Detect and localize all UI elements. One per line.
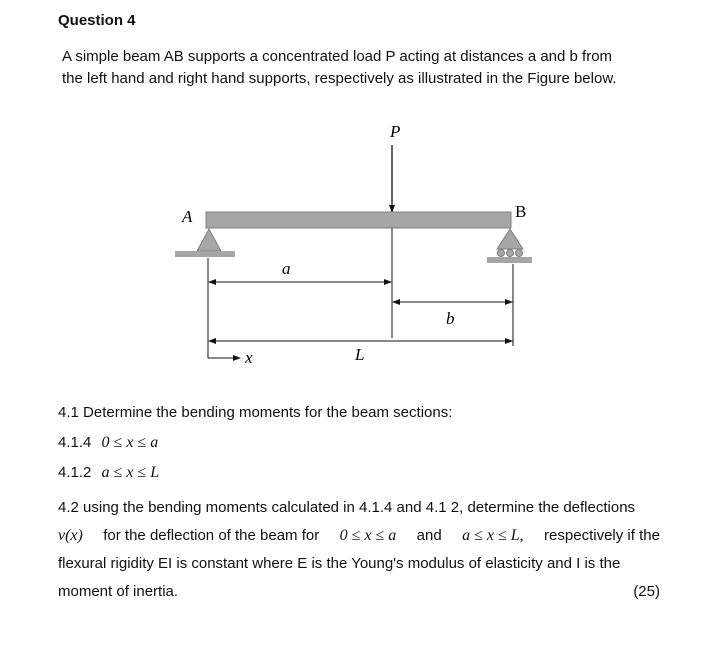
question-intro xyxy=(62,46,617,90)
question-4-1-4 xyxy=(58,434,158,452)
dim-a-label: a xyxy=(282,259,291,278)
pin-support xyxy=(197,229,221,251)
deflection-function: v(x) xyxy=(58,527,83,544)
range-expression: a ≤ x ≤ L, xyxy=(462,527,524,544)
dim-l-label: L xyxy=(355,345,365,364)
q42-text: flexural rigidity EI is constant where E is the Young's modulus of elasticity and I is the xyxy=(58,555,621,572)
question-number: 4.1.2 xyxy=(58,464,92,481)
range-expression: 0 ≤ x ≤ a xyxy=(339,527,397,544)
beam xyxy=(206,212,511,228)
q42-text: respectively if the xyxy=(544,527,660,544)
question-4-1: 4.1 Determine the bending moments for the beam sections: xyxy=(58,404,453,421)
question-number: 4.1.4 xyxy=(58,434,92,451)
intro-line-2: the left hand and right hand supports, respectively as illustrated in the Figure below. xyxy=(62,70,617,87)
intro-line-1: A simple beam AB supports a concentrated load P acting at distances a and b from xyxy=(62,48,613,65)
roller-support xyxy=(497,229,523,249)
q42-line-2 xyxy=(58,522,660,550)
question-4-2 xyxy=(58,494,660,606)
range-expression: a ≤ x ≤ L xyxy=(101,464,160,481)
x-axis-label: x xyxy=(245,348,253,367)
dim-b-label: b xyxy=(446,309,455,328)
support-b-label: B xyxy=(515,202,527,221)
support-a-label: A xyxy=(182,207,193,226)
q42-text: for the deflection of the beam for xyxy=(103,527,320,544)
ground-right xyxy=(487,257,532,263)
question-4-1-2 xyxy=(58,464,159,482)
q42-text: and xyxy=(416,527,442,544)
q42-line-4 xyxy=(58,578,660,606)
marks: (25) xyxy=(633,583,660,600)
load-label: P xyxy=(390,122,401,141)
q42-text: 4.2 using the bending moments calculated in 4.1.4 and 4.1 2, determine the deflections xyxy=(58,499,636,516)
roller-wheel xyxy=(498,250,505,257)
roller-wheel xyxy=(507,250,514,257)
q42-line-3 xyxy=(58,550,660,578)
roller-wheel xyxy=(516,250,523,257)
q42-line-1 xyxy=(58,494,660,522)
ground-left xyxy=(175,251,235,257)
range-expression: 0 ≤ x ≤ a xyxy=(101,434,159,451)
beam-figure xyxy=(0,110,710,380)
q42-text: moment of inertia. xyxy=(58,583,179,600)
question-title: Question 4 xyxy=(58,12,136,29)
